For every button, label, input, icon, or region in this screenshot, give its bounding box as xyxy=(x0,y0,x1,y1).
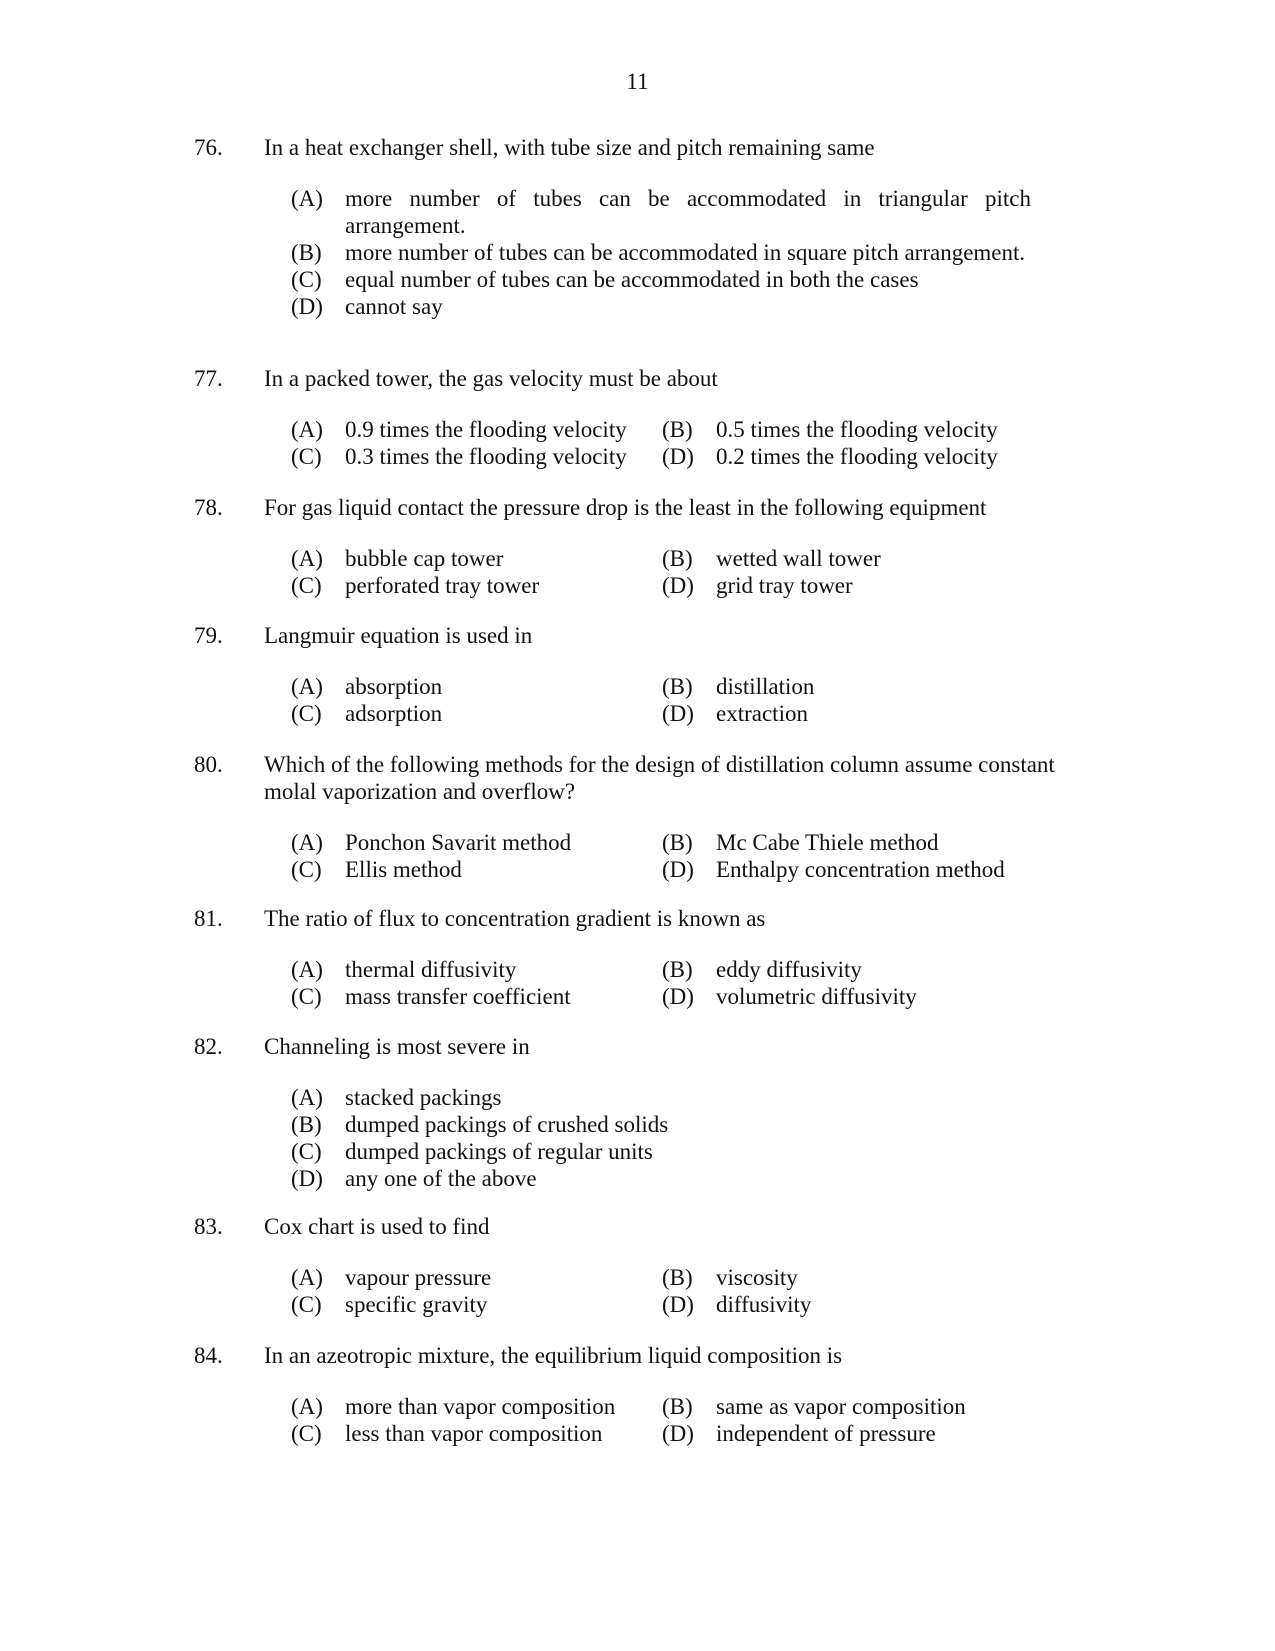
options-grid xyxy=(291,1264,1094,1318)
option-c xyxy=(291,1420,662,1447)
option-b xyxy=(662,416,1033,443)
option-text: any one of the above xyxy=(345,1166,537,1191)
options-list xyxy=(291,185,1094,320)
option-text: Ellis method xyxy=(345,857,462,882)
option-d xyxy=(662,1291,1033,1318)
option-label: (D) xyxy=(291,1166,323,1191)
page-number: 11 xyxy=(626,69,649,94)
option-label: (C) xyxy=(291,1421,322,1446)
option-a xyxy=(291,416,662,443)
option-label: (A) xyxy=(291,674,323,699)
option-a xyxy=(291,1393,662,1420)
option-text: equal number of tubes can be accommodated in both the cases xyxy=(345,267,919,292)
option-text: bubble cap tower xyxy=(345,546,504,571)
option-a xyxy=(291,1084,1031,1111)
option-c xyxy=(291,266,1031,293)
option-a xyxy=(291,545,662,572)
option-c xyxy=(291,572,662,599)
option-text: Enthalpy concentration method xyxy=(716,857,1005,882)
options-grid xyxy=(291,829,1094,883)
option-b xyxy=(662,545,1033,572)
option-d xyxy=(662,700,1033,727)
option-text: mass transfer coefficient xyxy=(345,984,571,1009)
option-text: more than vapor composition xyxy=(345,1394,616,1419)
option-label: (A) xyxy=(291,957,323,982)
options-grid xyxy=(291,1393,1094,1447)
option-text: viscosity xyxy=(716,1265,798,1290)
option-d xyxy=(662,443,1033,470)
option-b xyxy=(662,673,1033,700)
option-a xyxy=(291,1264,662,1291)
question-text: Langmuir equation is used in xyxy=(264,623,533,648)
option-text: grid tray tower xyxy=(716,573,853,598)
question-number: 84. xyxy=(194,1343,223,1368)
option-text: wetted wall tower xyxy=(716,546,881,571)
option-b xyxy=(662,956,1033,983)
option-label: (C) xyxy=(291,984,322,1009)
option-text: more number of tubes can be accommodated in triangular pitch arrangement. xyxy=(345,186,1031,238)
option-label: (B) xyxy=(662,830,693,855)
question-text: Which of the following methods for the design of distillation column assume constant molal vaporization and overflow? xyxy=(264,752,1055,804)
question-number: 77. xyxy=(194,366,223,391)
question-text: In a heat exchanger shell, with tube size and pitch remaining same xyxy=(264,135,875,160)
option-text: less than vapor composition xyxy=(345,1421,603,1446)
option-label: (A) xyxy=(291,417,323,442)
option-d xyxy=(662,983,1033,1010)
question-text: For gas liquid contact the pressure drop is the least in the following equipment xyxy=(264,495,987,520)
option-label: (B) xyxy=(291,1112,322,1137)
option-d xyxy=(291,293,1031,320)
option-text: adsorption xyxy=(345,701,443,726)
option-text: extraction xyxy=(716,701,808,726)
question-text: Cox chart is used to find xyxy=(264,1214,490,1239)
option-b xyxy=(662,1264,1033,1291)
question-text: The ratio of flux to concentration gradient is known as xyxy=(264,906,766,931)
question-number: 80. xyxy=(194,752,223,777)
options-grid xyxy=(291,673,1094,727)
options-list xyxy=(291,1084,1094,1192)
option-text: volumetric diffusivity xyxy=(716,984,917,1009)
option-label: (C) xyxy=(291,267,322,292)
option-c xyxy=(291,983,662,1010)
option-label: (A) xyxy=(291,546,323,571)
options-grid xyxy=(291,545,1094,599)
option-text: 0.3 times the flooding velocity xyxy=(345,444,627,469)
question-number: 79. xyxy=(194,623,223,648)
option-b xyxy=(662,1393,1033,1420)
question-76 xyxy=(194,134,1094,320)
option-text: same as vapor composition xyxy=(716,1394,966,1419)
option-text: 0.5 times the flooding velocity xyxy=(716,417,998,442)
option-text: cannot say xyxy=(345,294,443,319)
option-text: diffusivity xyxy=(716,1292,812,1317)
option-label: (D) xyxy=(662,1421,694,1446)
option-label: (A) xyxy=(291,1085,323,1110)
option-label: (B) xyxy=(291,240,322,265)
option-a xyxy=(291,185,1031,239)
option-label: (C) xyxy=(291,444,322,469)
option-c xyxy=(291,443,662,470)
options-grid xyxy=(291,416,1094,470)
option-b xyxy=(291,239,1031,266)
option-label: (D) xyxy=(662,1292,694,1317)
option-text: perforated tray tower xyxy=(345,573,540,598)
option-a xyxy=(291,673,662,700)
option-c xyxy=(291,856,662,883)
option-c xyxy=(291,1138,1031,1165)
option-a xyxy=(291,956,662,983)
option-label: (B) xyxy=(662,1394,693,1419)
option-label: (D) xyxy=(662,444,694,469)
option-label: (A) xyxy=(291,186,323,211)
question-text: Channeling is most severe in xyxy=(264,1034,530,1059)
option-label: (C) xyxy=(291,857,322,882)
question-80 xyxy=(194,751,1094,883)
question-number: 81. xyxy=(194,906,223,931)
option-label: (B) xyxy=(662,546,693,571)
question-number: 83. xyxy=(194,1214,223,1239)
option-text: distillation xyxy=(716,674,815,699)
question-text: In an azeotropic mixture, the equilibrium liquid composition is xyxy=(264,1343,843,1368)
question-79 xyxy=(194,622,1094,727)
question-83 xyxy=(194,1213,1094,1318)
option-text: vapour pressure xyxy=(345,1265,492,1290)
option-label: (B) xyxy=(662,417,693,442)
option-label: (D) xyxy=(291,294,323,319)
question-84 xyxy=(194,1342,1094,1447)
question-77 xyxy=(194,365,1094,470)
option-label: (B) xyxy=(662,957,693,982)
option-text: 0.2 times the flooding velocity xyxy=(716,444,998,469)
option-c xyxy=(291,700,662,727)
option-text: dumped packings of regular units xyxy=(345,1139,653,1164)
option-label: (C) xyxy=(291,1139,322,1164)
option-b xyxy=(662,829,1033,856)
option-text: thermal diffusivity xyxy=(345,957,517,982)
option-label: (D) xyxy=(662,984,694,1009)
question-number: 82. xyxy=(194,1034,223,1059)
option-label: (C) xyxy=(291,573,322,598)
option-a xyxy=(291,829,662,856)
option-label: (B) xyxy=(662,674,693,699)
option-label: (A) xyxy=(291,830,323,855)
option-label: (C) xyxy=(291,1292,322,1317)
option-text: specific gravity xyxy=(345,1292,488,1317)
option-label: (A) xyxy=(291,1394,323,1419)
option-label: (D) xyxy=(662,573,694,598)
option-text: Mc Cabe Thiele method xyxy=(716,830,939,855)
question-number: 76. xyxy=(194,135,223,160)
option-text: stacked packings xyxy=(345,1085,502,1110)
option-label: (A) xyxy=(291,1265,323,1290)
option-label: (D) xyxy=(662,857,694,882)
option-d xyxy=(662,572,1033,599)
question-82 xyxy=(194,1033,1094,1192)
option-label: (B) xyxy=(662,1265,693,1290)
question-number: 78. xyxy=(194,495,223,520)
options-grid xyxy=(291,956,1094,1010)
option-label: (D) xyxy=(662,701,694,726)
option-c xyxy=(291,1291,662,1318)
option-b xyxy=(291,1111,1031,1138)
option-text: absorption xyxy=(345,674,443,699)
option-d xyxy=(291,1165,1031,1192)
question-78 xyxy=(194,494,1094,599)
option-text: more number of tubes can be accommodated in square pitch arrangement. xyxy=(345,240,1026,265)
option-text: Ponchon Savarit method xyxy=(345,830,572,855)
option-d xyxy=(662,856,1033,883)
option-text: 0.9 times the flooding velocity xyxy=(345,417,627,442)
option-d xyxy=(662,1420,1033,1447)
option-text: eddy diffusivity xyxy=(716,957,862,982)
option-text: independent of pressure xyxy=(716,1421,936,1446)
question-text: In a packed tower, the gas velocity must be about xyxy=(264,366,718,391)
question-81 xyxy=(194,905,1094,1010)
option-text: dumped packings of crushed solids xyxy=(345,1112,669,1137)
option-label: (C) xyxy=(291,701,322,726)
